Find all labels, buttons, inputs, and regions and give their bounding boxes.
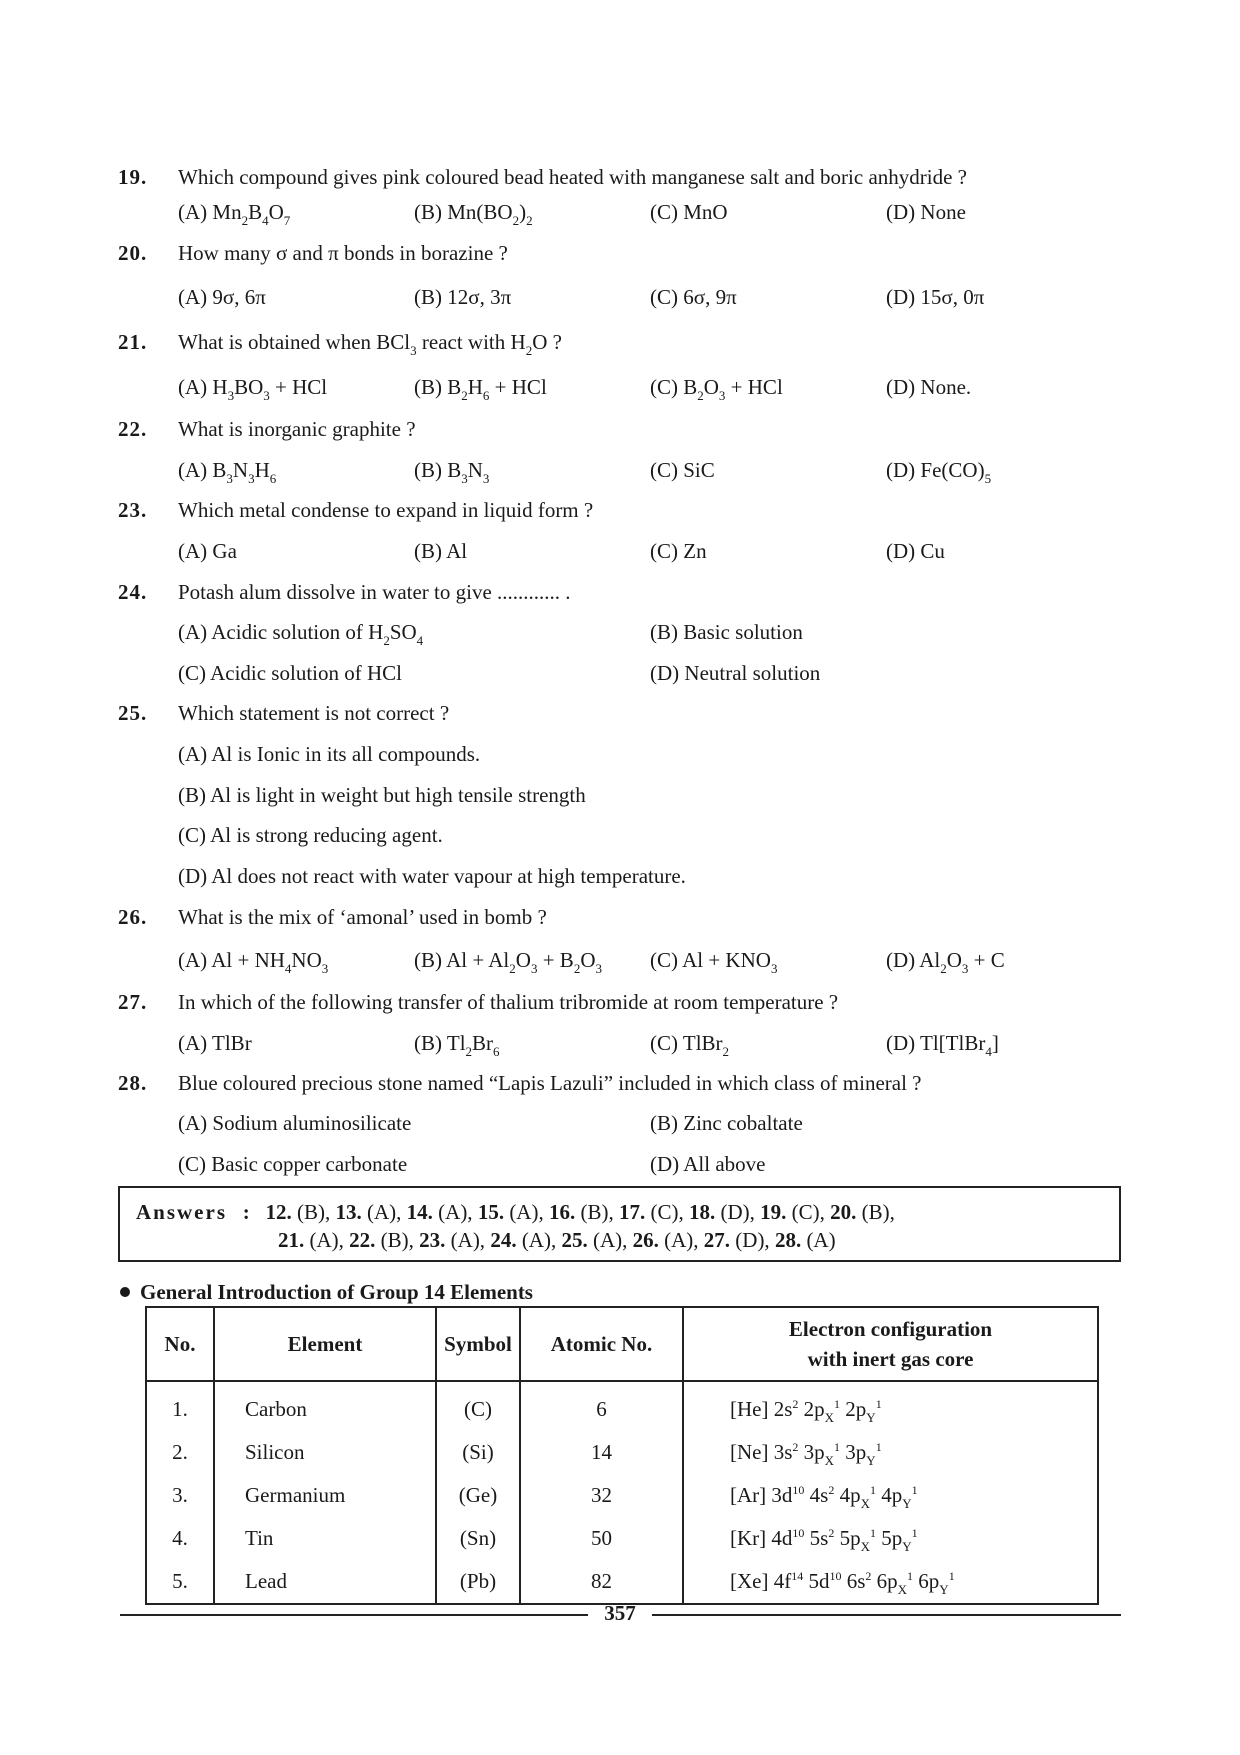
question-text: What is obtained when BCl$_3$ react with $H_2O$ ? [178, 330, 562, 358]
option-c: (C) Acidic solution of HCl [178, 661, 402, 685]
cell-atomic-no: 82 [520, 1560, 683, 1604]
table-row [146, 1517, 1098, 1560]
cell-config: [Ne] $3s^2$ $3p_X^1$ $3p_Y^1$ [683, 1431, 1098, 1474]
answer-number: 20. [830, 1200, 857, 1224]
footer-rule-left [120, 1614, 588, 1616]
question-text: Blue coloured precious stone named “Lapis Lazuli” included in which class of mineral ? [178, 1071, 922, 1095]
answer-value: (D), [735, 1228, 770, 1252]
option-b: (B) Basic solution [650, 620, 803, 644]
header-config-line2: with inert gas core [807, 1347, 974, 1371]
option-c: (C) $B_2O_3$ + HCl [650, 375, 783, 403]
answer-value: (A), [592, 1228, 628, 1252]
answers-separator: : [242, 1200, 250, 1224]
answers-line-2 [278, 1228, 836, 1253]
cell-element: Carbon [214, 1381, 436, 1431]
option-a: (A) Sodium aluminosilicate [178, 1111, 412, 1135]
question-text: How many σ and π bonds in borazine ? [178, 241, 508, 265]
question-text: What is inorganic graphite ? [178, 417, 416, 441]
question-number: 21. [118, 330, 148, 354]
option-d: (D) $Al_2O_3 + C$ [886, 948, 1005, 976]
table-row [146, 1381, 1098, 1431]
option-c: (C) Al is strong reducing agent. [178, 823, 443, 847]
table-header-row [146, 1307, 1098, 1381]
answer-value: (B), [297, 1200, 331, 1224]
option-b: (B) Al is light in weight but high tensile strength [178, 783, 586, 807]
cell-symbol: (Si) [436, 1431, 520, 1474]
answer-number: 16. [548, 1200, 576, 1224]
cell-element: Silicon [214, 1431, 436, 1474]
cell-atomic-no: 32 [520, 1474, 683, 1517]
cell-symbol: (Ge) [436, 1474, 520, 1517]
question-number: 22. [118, 417, 148, 441]
header-no: No. [146, 1307, 214, 1381]
answer-number: 17. [618, 1200, 646, 1224]
option-d: (D) None [886, 200, 966, 224]
option-b: (B) Zinc cobaltate [650, 1111, 803, 1135]
option-d: (D) None. [886, 375, 972, 399]
answers-label: Answers [136, 1200, 227, 1224]
answer-number: 13. [335, 1200, 362, 1224]
table-row [146, 1431, 1098, 1474]
answer-value: (A), [509, 1200, 544, 1224]
question-text: Potash alum dissolve in water to give ............ . [178, 580, 571, 604]
answer-number: 22. [349, 1228, 376, 1252]
answer-number: 27. [703, 1228, 731, 1252]
question-number: 24. [118, 580, 148, 604]
cell-config: [Xe] $4f^{14}$ $5d^{10}$ $6s^2$ $6p_X^1$ $6p_Y^1$ [683, 1560, 1098, 1604]
cell-element: Tin [214, 1517, 436, 1560]
answer-number: 26. [632, 1228, 659, 1252]
option-d: (D) $Fe(CO)_5$ [886, 458, 992, 486]
cell-config: [Kr] $4d^{10}$ $5s^2$ $5p_X^1$ $5p_Y^1$ [683, 1517, 1098, 1560]
option-a: (A) TlBr [178, 1031, 252, 1055]
option-a: (A) $H_3BO_3$ + HCl [178, 375, 328, 403]
page-number: 357 [604, 1601, 636, 1625]
answer-value: (A), [367, 1200, 402, 1224]
question-number: 26. [118, 905, 148, 929]
section-title: General Introduction of Group 14 Elements [140, 1280, 533, 1304]
option-c: (C) SiC [650, 458, 715, 482]
answer-value: (D), [720, 1200, 755, 1224]
option-b: (B) $B_2H_6$ + HCl [414, 375, 547, 403]
footer-rule-right [652, 1614, 1121, 1616]
header-config [683, 1307, 1098, 1381]
answer-value: (A), [450, 1228, 486, 1252]
cell-symbol: (C) [436, 1381, 520, 1431]
cell-config: [He] $2s^2$ $2p_X^1$ $2p_Y^1$ [683, 1381, 1098, 1431]
cell-atomic-no: 50 [520, 1517, 683, 1560]
option-c: (C) $Al + KNO_3$ [650, 948, 778, 976]
cell-element: Lead [214, 1560, 436, 1604]
question-text: In which of the following transfer of thalium tribromide at room temperature ? [178, 990, 839, 1014]
option-b: (B) 12σ, 3π [414, 285, 512, 309]
cell-symbol: (Sn) [436, 1517, 520, 1560]
header-atomic-no: Atomic No. [520, 1307, 683, 1381]
option-c: (C) Basic copper carbonate [178, 1152, 408, 1176]
option-a: (A) Ga [178, 539, 237, 563]
cell-no: 5. [146, 1560, 214, 1604]
option-c: (C) MnO [650, 200, 728, 224]
answer-value: (B), [580, 1200, 614, 1224]
answers-line-1 [136, 1200, 895, 1225]
cell-no: 3. [146, 1474, 214, 1517]
question-text: Which metal condense to expand in liquid form ? [178, 498, 594, 522]
question-number: 25. [118, 701, 148, 725]
answer-value: (A), [438, 1200, 473, 1224]
answer-number: 12. [265, 1200, 292, 1224]
option-a: (A) $Mn_2B_4O_7$ [178, 200, 291, 228]
question-text: Which statement is not correct ? [178, 701, 450, 725]
answer-number: 21. [278, 1228, 305, 1252]
answer-value: (A) [806, 1228, 836, 1252]
bullet-icon [120, 1287, 130, 1297]
answer-number: 25. [561, 1228, 588, 1252]
option-b: (B) Al [414, 539, 468, 563]
option-a: (A) Al is Ionic in its all compounds. [178, 742, 481, 766]
option-d: (D) 15σ, 0π [886, 285, 985, 309]
cell-element: Germanium [214, 1474, 436, 1517]
group14-table [145, 1306, 1099, 1605]
option-d: (D) Cu [886, 539, 945, 563]
answer-value: (B), [380, 1228, 414, 1252]
option-c: (C) TlBr$_2$ [650, 1031, 730, 1059]
cell-symbol: (Pb) [436, 1560, 520, 1604]
option-b: (B) $Mn(BO_2)_2$ [414, 200, 533, 228]
answer-number: 19. [760, 1200, 787, 1224]
answer-number: 28. [774, 1228, 802, 1252]
option-d: (D) Tl[TlBr$_4$] [886, 1031, 999, 1059]
answer-value: (B), [861, 1200, 895, 1224]
cell-atomic-no: 14 [520, 1431, 683, 1474]
option-b: (B) $Al + Al_2O_3 + B_2O_3$ [414, 948, 602, 976]
header-element: Element [214, 1307, 436, 1381]
question-text: Which compound gives pink coloured bead heated with manganese salt and boric anhydride ? [178, 165, 967, 189]
header-config-line1: Electron configuration [788, 1317, 993, 1341]
question-number: 19. [118, 165, 148, 189]
answer-number: 14. [406, 1200, 433, 1224]
option-d: (D) All above [650, 1152, 766, 1176]
question-number: 20. [118, 241, 148, 265]
section-heading [120, 1280, 533, 1305]
answer-value: (A), [521, 1228, 557, 1252]
answer-number: 23. [419, 1228, 446, 1252]
table-row [146, 1474, 1098, 1517]
option-a: (A) Acidic solution of $H_2SO_4$ [178, 620, 424, 648]
answer-number: 18. [688, 1200, 716, 1224]
option-c: (C) 6σ, 9π [650, 285, 737, 309]
option-b: (B) $B_3N_3$ [414, 458, 490, 486]
cell-no: 1. [146, 1381, 214, 1431]
option-d: (D) Neutral solution [650, 661, 821, 685]
answer-value: (C), [791, 1200, 825, 1224]
table-row [146, 1560, 1098, 1604]
cell-atomic-no: 6 [520, 1381, 683, 1431]
header-symbol: Symbol [436, 1307, 520, 1381]
option-a: (A) 9σ, 6π [178, 285, 266, 309]
answer-value: (A), [309, 1228, 344, 1252]
answer-value: (C), [650, 1200, 684, 1224]
option-c: (C) Zn [650, 539, 707, 563]
option-b: (B) $Tl_2Br_6$ [414, 1031, 500, 1059]
question-number: 27. [118, 990, 148, 1014]
option-a: (A) $Al + NH_4NO_3$ [178, 948, 329, 976]
question-number: 23. [118, 498, 148, 522]
answer-number: 24. [490, 1228, 517, 1252]
cell-no: 2. [146, 1431, 214, 1474]
option-a: (A) $B_3N_3H_6$ [178, 458, 277, 486]
answer-value: (A), [664, 1228, 699, 1252]
cell-no: 4. [146, 1517, 214, 1560]
answers-box [118, 1186, 1121, 1262]
cell-config: [Ar] $3d^{10}$ $4s^2$ $4p_X^1$ $4p_Y^1$ [683, 1474, 1098, 1517]
option-d: (D) Al does not react with water vapour at high temperature. [178, 864, 686, 888]
question-number: 28. [118, 1071, 148, 1095]
answer-number: 15. [477, 1200, 505, 1224]
question-text: What is the mix of ‘amonal’ used in bomb ? [178, 905, 547, 929]
